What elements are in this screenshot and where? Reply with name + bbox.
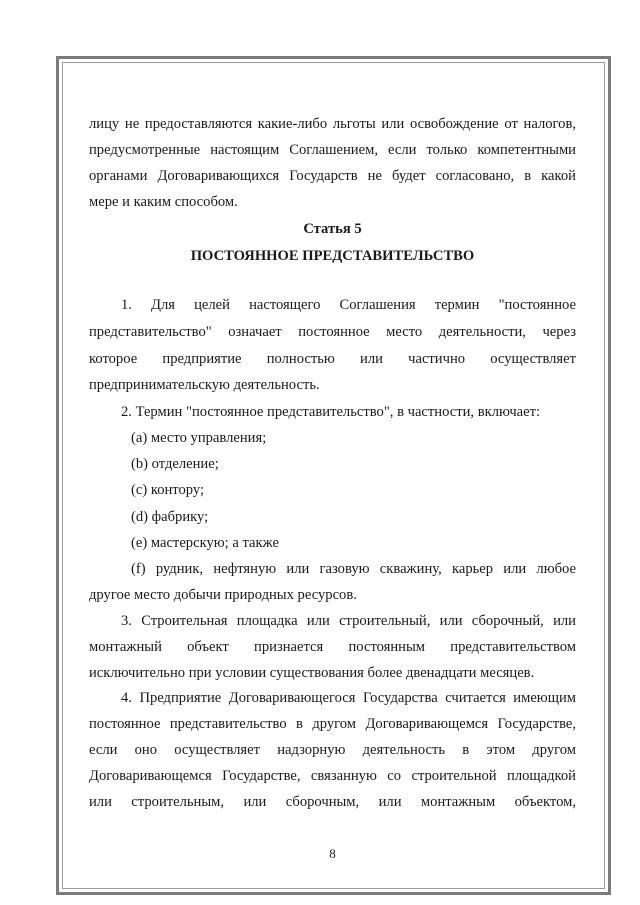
text-line: предпринимательскую деятельность. — [89, 377, 320, 393]
text-line: постоянное представительство в другом Договаривающемся Государстве, — [89, 716, 576, 732]
text-line: органами Договаривающихся Государств не будет согласовано, в какой — [89, 168, 576, 184]
text-line: 1. Для целей настоящего Соглашения термин "постоянное — [121, 297, 576, 313]
text-line: или строительным, или сборочным, или монтажным объектом, — [89, 794, 576, 810]
text-line: 3. Строительная площадка или строительный, или сборочный, или — [121, 613, 576, 629]
text-line: 2. Термин "постоянное представительство", в частности, включает: — [121, 404, 541, 420]
text-line: которое предприятие полностью или частично осуществляет — [89, 351, 576, 367]
text-line: монтажный объект признается постоянным представительством — [89, 639, 576, 655]
text-line: лицу не предоставляются какие-либо льготы или освобождение от налогов, — [89, 116, 576, 132]
article-title: ПОСТОЯННОЕ ПРЕДСТАВИТЕЛЬСТВО — [190, 248, 475, 264]
list-item: (e) мастерскую; а также — [131, 535, 279, 551]
list-item: (a) место управления; — [131, 430, 267, 446]
text-line: предусмотренные настоящим Соглашением, если только компетентными — [89, 142, 576, 158]
text-line: 4. Предприятие Договаривающегося Государства считается имеющим — [121, 690, 576, 706]
text-line: представительство" означает постоянное место деятельности, через — [89, 324, 576, 340]
text-line: исключительно при условии существования более двенадцати месяцев. — [89, 665, 535, 681]
list-item: (d) фабрику; — [131, 509, 209, 525]
list-item: (c) контору; — [131, 482, 205, 498]
article-number: Статья 5 — [303, 221, 362, 237]
text-line: Договаривающемся Государстве, связанную со строительной площадкой — [89, 768, 576, 784]
text-line: другое место добычи природных ресурсов. — [89, 587, 357, 603]
list-item: (b) отделение; — [131, 456, 219, 472]
list-item: (f) рудник, нефтяную или газовую скважину, карьер или любое — [131, 561, 576, 577]
page-number: 8 — [329, 846, 336, 861]
text-line: мере и каким способом. — [89, 194, 238, 210]
text-line: если оно осуществляет надзорную деятельность в этом другом — [89, 742, 576, 758]
